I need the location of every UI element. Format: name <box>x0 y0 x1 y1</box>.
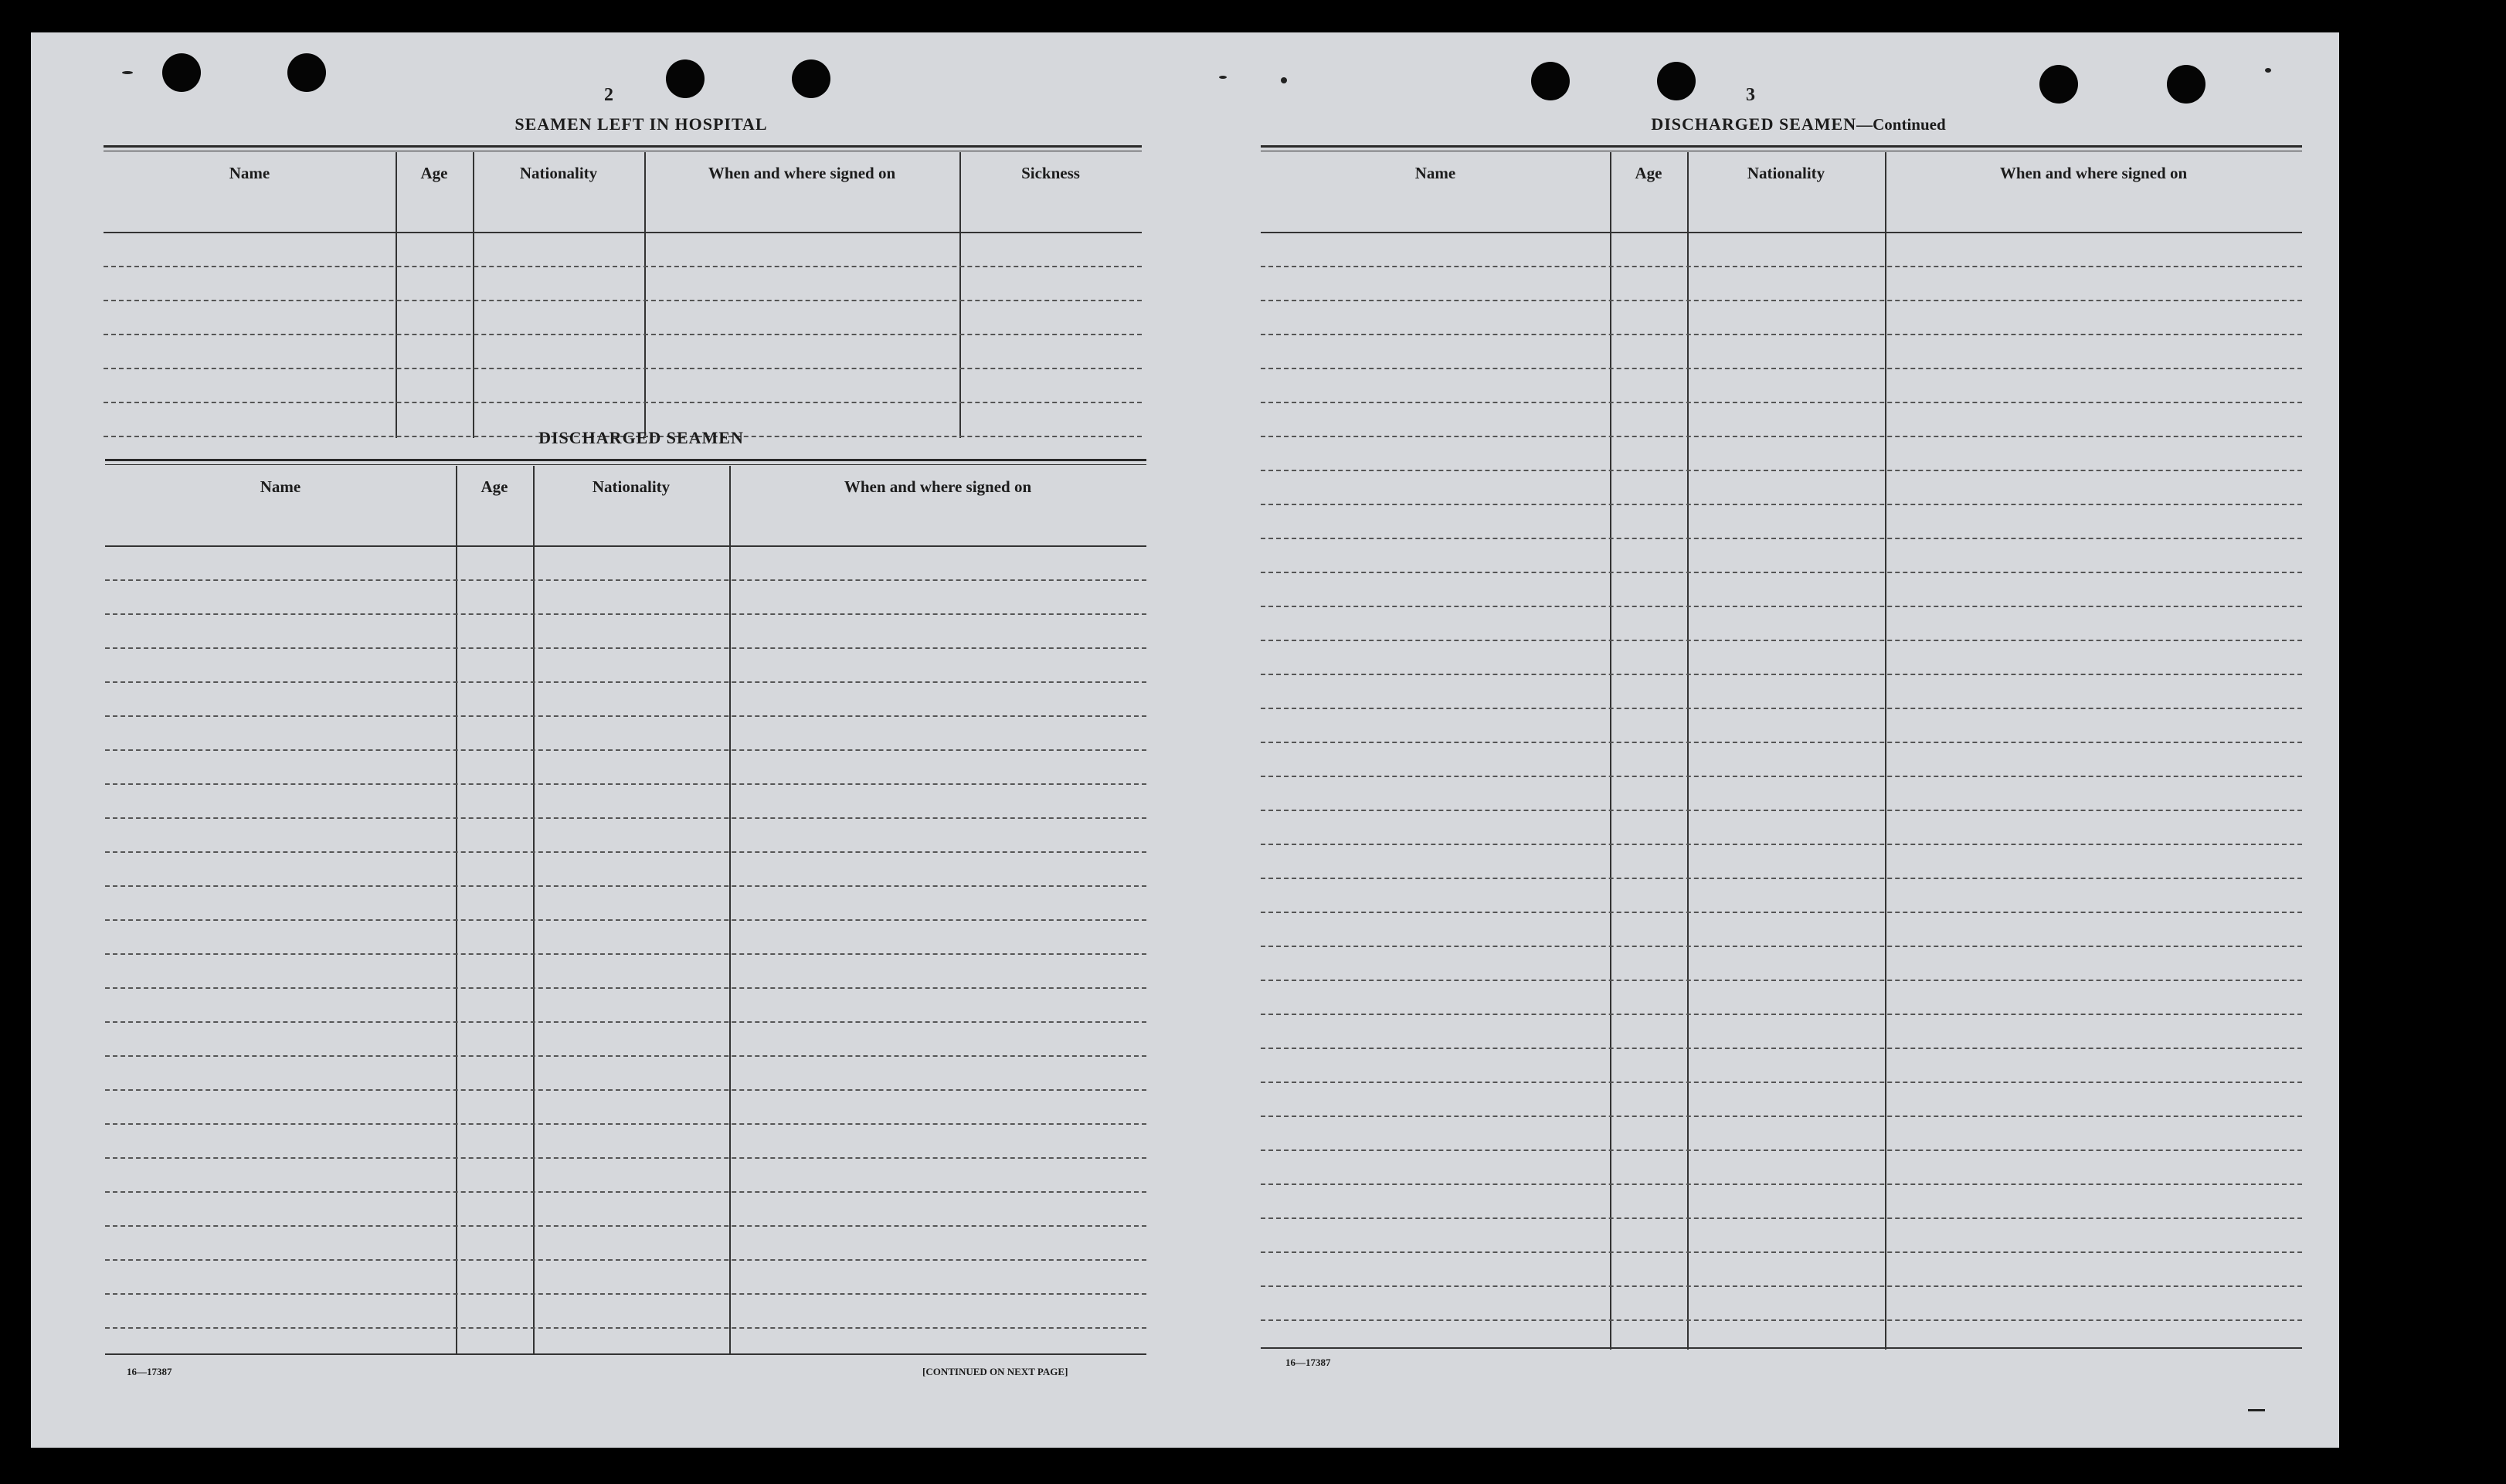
punch-hole <box>792 59 830 98</box>
section-title-main: DISCHARGED SEAMEN <box>1651 114 1857 134</box>
column-header: Name <box>229 164 270 182</box>
column-header: When and where signed on <box>844 477 1032 496</box>
speck <box>2248 1409 2265 1411</box>
punch-hole <box>2039 65 2078 104</box>
punch-hole <box>287 53 326 92</box>
column-header: Age <box>1635 164 1662 182</box>
section-title <box>1267 114 2330 134</box>
page-number: 3 <box>1746 85 1755 105</box>
column-header: Age <box>420 164 448 182</box>
continued-note: [CONTINUED ON NEXT PAGE] <box>922 1366 1068 1377</box>
column-header: Sickness <box>1021 164 1080 182</box>
punch-hole <box>1531 62 1570 100</box>
punch-hole <box>162 53 201 92</box>
punch-hole <box>666 59 705 98</box>
column-header: Name <box>260 477 301 496</box>
form-code: 16—17387 <box>1285 1357 1331 1368</box>
section-title-suffix: —Continued <box>1856 115 1946 134</box>
column-header: Name <box>1414 164 1456 182</box>
column-header: Age <box>480 477 508 496</box>
page-number: 2 <box>604 85 613 105</box>
column-header: Nationality <box>1747 164 1825 182</box>
punch-hole <box>2167 65 2205 104</box>
column-header: Nationality <box>519 164 598 182</box>
hospital-table <box>104 145 1142 439</box>
document-sheet <box>31 32 2339 1448</box>
speck <box>2265 68 2271 73</box>
form-code: 16—17387 <box>127 1366 172 1377</box>
speck <box>1281 77 1287 83</box>
column-header: Nationality <box>592 477 671 496</box>
speck <box>1219 76 1227 79</box>
section-title: SEAMEN LEFT IN HOSPITAL <box>514 114 768 134</box>
section-title: DISCHARGED SEAMEN <box>538 428 744 447</box>
punch-hole <box>1657 62 1696 100</box>
speck <box>122 71 133 74</box>
column-header: When and where signed on <box>708 164 896 182</box>
discharged-table <box>105 459 1146 1355</box>
column-header: When and where signed on <box>1999 164 2188 182</box>
discharged-table-continued <box>1261 145 2302 1350</box>
